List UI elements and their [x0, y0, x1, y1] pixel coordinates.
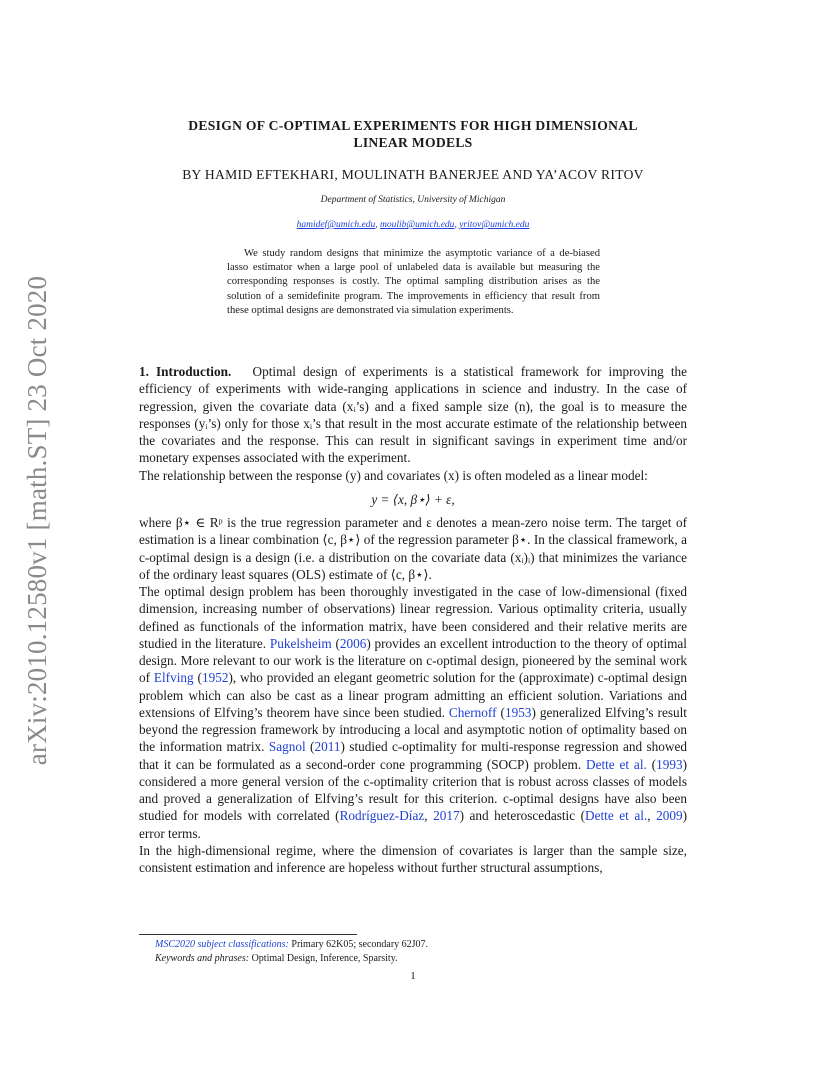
abstract [227, 247, 600, 318]
footnotes [155, 938, 687, 966]
cite-rodriguez-diaz[interactable]: Rodríguez-Díaz [339, 808, 425, 824]
p4-text-h: ) error terms. [139, 808, 688, 841]
affiliation: Department of Statistics, University of Michigan [320, 195, 506, 205]
cite-dette-1993[interactable]: Dette et al. [586, 756, 647, 772]
cite-sagnol[interactable]: Sagnol [268, 739, 306, 755]
email-link-banerjee[interactable]: moulib@umich.edu [380, 220, 455, 230]
section-heading: 1. Introduction. [139, 364, 232, 379]
abstract-text: We study random designs that minimize the asymptotic variance of a de-biased lasso estimator when a large pool of unlabeled data is available but measuring the corresponding responses is costly. The optimal sampling distribution arises as the solution of a semidefinite program. The improvements in efficiency that result from these optimal designs are demonstrated via simulation experiments. [227, 248, 600, 316]
p4-text-a: The optimal design problem has been thoroughly investigated in the case of low-dimensional (fixed dimension, increasing number of observations) linear regression. Various optimality criteria, usually defined as functionals of the information matrix, have been considered and their relative merits are studied in the literature. [139, 584, 687, 651]
email-link-eftekhari[interactable]: hamidef@umich.edu [296, 220, 376, 230]
cite-chernoff[interactable]: Chernoff [448, 704, 497, 720]
arxiv-identifier: arXiv:2010.12580v1 [math.ST] 23 Oct 2020 [22, 275, 53, 765]
intro-paragraph-1 [139, 363, 687, 467]
cite-chernoff-year[interactable]: 1953 [504, 704, 532, 720]
cite-sagnol-year[interactable]: 2011 [314, 739, 341, 755]
p4-text-f: considered a more general version of the c-optimality criterion that is robust across classes of models and proved a generalization of Elfving’s result for this criterion. c-optimal designs have also been studied for models with correlated ( [139, 773, 687, 824]
cite-dette-2009[interactable]: Dette et al. [585, 808, 648, 824]
intro-paragraph-2: The relationship between the response (y) and covariates (x) is often modeled as a linear model: [139, 467, 648, 483]
keywords-label: Keywords and phrases: [155, 953, 250, 964]
msc-footnote [155, 938, 687, 952]
msc-link[interactable]: MSC2020 subject classifications: [155, 939, 289, 950]
paper-title [139, 117, 687, 151]
cite-elfving[interactable]: Elfving [153, 670, 194, 686]
cite-rodriguez-diaz-year[interactable]: 2017 [433, 808, 460, 824]
title-line-2: LINEAR MODELS [353, 135, 473, 150]
keywords-footnote [155, 952, 687, 966]
email-link-ritov[interactable]: yritov@umich.edu [459, 220, 530, 230]
p4-text-b: provides an excellent introduction to the theory of optimal design. More relevant to our work is the literature on c-optimal design, pioneered by the seminal work of [139, 635, 687, 686]
msc-value: Primary 62K05; secondary 62J07. [291, 939, 429, 950]
keywords-value: Optimal Design, Inference, Sparsity. [251, 953, 398, 964]
cite-elfving-year[interactable]: 1952 [201, 670, 229, 686]
title-line-1: DESIGN OF C-OPTIMAL EXPERIMENTS FOR HIGH DIMENSIONAL [188, 118, 638, 133]
p4-text-e: studied c-optimality for multi-response regression and showed that it can be formulated as a second-order cone programming (SOCP) problem. [139, 739, 687, 772]
intro-paragraph-4: The optimal design problem has been thoroughly investigated in the case of low-dimensional (fixed dimension, increasing number of observations) linear regression. Various optimality criteria, usually defined as functionals of the information matrix, have been considered and their relative merits are studied in the literature. Pukelsheim (2006) provides an excellent introduction to the theory of optimal design. More relevant to our work is the literature on c-optimal design, pioneered by the seminal work of Elfving (1952), who provided an elegant geometric solution for the (approximate) c-optimal design problem which can also be cast as a linear program admitting an efficient solution. Variations and extensions of Elfving’s theorem have since been studied. Chernoff (1953) generalized Elfving’s result beyond the regression framework by introducing a local and asymptotic notion of optimality based on the information matrix. Sagnol (2011) studied c-optimality for multi-response regression and showed that it can be formulated as a second-order cone programming (SOCP) problem. Dette et al. (1993) considered a more general version of the c-optimality criterion that is robust across classes of models and proved a generalization of Elfving’s result for this criterion. c-optimal designs have also been studied for models with correlated (Rodríguez-Díaz, 2017) and heteroscedastic (Dette et al., 2009) error terms. [139, 584, 688, 841]
intro-paragraph-3: where β⋆ ∈ Rᵖ is the true regression parameter and ε denotes a mean-zero noise term. The target of estimation is a linear combination ⟨c, β⋆⟩ of the regression parameter β⋆. In the classical framework, a c-optimal design is a design (i.e. a distribution on the covariate data (xᵢ)ᵢ) that minimizes the variance of the ordinary least squares (OLS) estimate of ⟨c, β⋆⟩. [139, 515, 687, 582]
cite-dette-2009-year[interactable]: 2009 [656, 808, 683, 824]
cite-dette-1993-year[interactable]: 1993 [656, 756, 683, 772]
intro-paragraph-5: In the high-dimensional regime, where the dimension of covariates is larger than the sample size, consistent estimation and inference are hopeless without further structural assumptions, [139, 842, 687, 875]
cite-pukelsheim[interactable]: Pukelsheim [269, 635, 332, 651]
email-list: hamidef@umich.edu, moulib@umich.edu, yritov@umich.edu [296, 220, 530, 230]
p4-text-c: , who provided an elegant geometric solution for the (approximate) c-optimal design problem which can also be cast as a linear program admitting an efficient solution. Variations and extensions of Elfving’s theorem have since been studied. [139, 670, 687, 720]
p4-text-d: generalized Elfving’s result beyond the regression framework by introducing a local and asymptotic notion of optimality based on the information matrix. [139, 704, 687, 755]
page-number: 1 [410, 970, 416, 982]
p4-text-g: ) and heteroscedastic ( [459, 808, 586, 824]
arxiv-stamp [18, 270, 58, 770]
cite-pukelsheim-year[interactable]: 2006 [339, 635, 367, 651]
linear-model-equation: y = ⟨x, β⋆⟩ + ε, [371, 491, 455, 507]
footnote-divider [139, 934, 357, 935]
intro-p1-text: Optimal design of experiments is a statistical framework for improving the efficiency of experiments with wide-ranging applications in science and industry. In the case of regression, given the covariate data (xᵢ’s) and a fixed sample size (n), the goal is to measure the responses (yᵢ’s) only for those xᵢ’s that result in the most accurate estimate of the relationship between the covariates and the response. This can result in significant savings in experiment time and/or monetary expenses associated with the experiment. [139, 364, 688, 466]
introduction-section [139, 363, 687, 876]
author-list: BY HAMID EFTEKHARI, MOULINATH BANERJEE AND YA’ACOV RITOV [182, 167, 644, 182]
